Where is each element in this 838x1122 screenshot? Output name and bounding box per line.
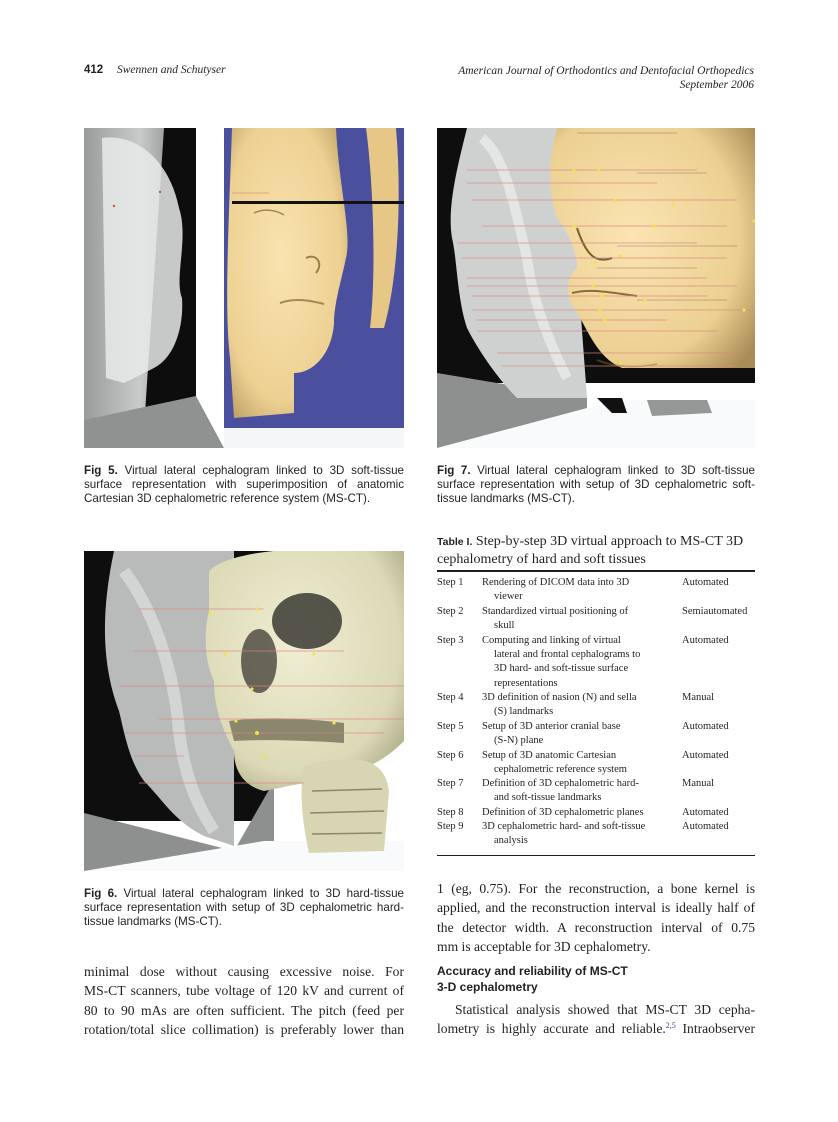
table-cell-step: Step 3 xyxy=(437,635,464,646)
table-cell-step: Step 2 xyxy=(437,606,464,617)
figure-5-caption xyxy=(84,464,404,507)
table-cell-mode: Manual xyxy=(682,778,715,789)
table-cell-step: Step 4 xyxy=(437,692,464,703)
figure-7-image xyxy=(437,128,755,448)
table-cell-step: Step 6 xyxy=(437,750,464,761)
table-cell-description: Rendering of DICOM data into 3D viewer xyxy=(482,577,630,603)
citation-reference[interactable]: 2,5 xyxy=(665,1021,676,1031)
body-line: rotation/total slice collimation) is preferably lower than xyxy=(84,1022,404,1038)
table-1-title xyxy=(437,533,755,568)
body-line: Statistical analysis showed that MS-CT 3D cepha- xyxy=(455,1002,755,1017)
table-bottom-rule xyxy=(437,855,755,856)
figure-7-caption xyxy=(437,464,755,507)
table-cell-mode: Automated xyxy=(682,807,729,818)
table-cell-description: 3D cephalometric hard- and soft-tissue analysis xyxy=(482,821,646,847)
figure-5-label: Fig 5. xyxy=(84,464,118,477)
body-text-right-continuation xyxy=(437,879,755,957)
table-cell-step: Step 1 xyxy=(437,577,464,588)
table-cell-description: Setup of 3D anterior cranial base (S-N) plane xyxy=(482,721,621,747)
figure-6-label: Fig 6. xyxy=(84,887,118,900)
table-cell-step: Step 7 xyxy=(437,778,464,789)
body-line: 80 to 90 mAs are often sufficient. The pitch (feed per xyxy=(84,1002,404,1018)
body-line: MS-CT scanners, tube voltage of 120 kV and current of xyxy=(84,983,404,999)
section-heading xyxy=(437,964,755,995)
page-number: 412 xyxy=(84,64,104,76)
table-cell-description: Definition of 3D cephalometric hard- and soft-tissue landmarks xyxy=(482,778,639,804)
journal-title: American Journal of Orthodontics and Dentofacial Orthopedics xyxy=(458,65,754,77)
table-cell-mode: Manual xyxy=(682,692,715,703)
table-cell-description: Definition of 3D cephalometric planes xyxy=(482,807,644,818)
table-cell-mode: Automated xyxy=(682,635,729,646)
body-text-left xyxy=(84,962,404,1040)
table-cell-mode: Automated xyxy=(682,577,729,588)
table-cell-step: Step 5 xyxy=(437,721,464,732)
table-cell-mode: Semiautomated xyxy=(682,606,748,617)
table-1-label: Table I. xyxy=(437,536,473,548)
figure-5-caption-text: Virtual lateral cephalogram linked to 3D soft-tissue surface representation with superimposition of anatomic Cartesian 3D cephalometric reference system (MS-CT). xyxy=(84,464,404,506)
table-1-title-line-1: Step-by-step 3D virtual approach to MS-CT 3D xyxy=(475,534,744,549)
figure-7-caption-text: Virtual lateral cephalogram linked to 3D soft-tissue surface representation with setup of 3D cephalometric soft-tissue landmarks (MS-CT). xyxy=(437,464,755,506)
body-line: lometry is highly accurate and reliable.$^{2,5}$ Intraobserver xyxy=(437,1021,755,1037)
figure-6-caption-text: Virtual lateral cephalogram linked to 3D hard-tissue surface representation with setup of 3D cephalometric hard-tissue landmarks (MS-CT). xyxy=(84,887,404,929)
table-cell-description: Standardized virtual positioning of skull xyxy=(482,606,629,632)
running-head-authors: Swennen and Schutyser xyxy=(117,64,226,76)
table-cell-mode: Automated xyxy=(682,821,729,832)
table-cell-description: Computing and linking of virtual lateral and frontal cephalograms to 3D hard- and soft-tissue surface representations xyxy=(482,635,641,689)
table-cell-step: Step 8 xyxy=(437,807,464,818)
section-heading-line-1: Accuracy and reliability of MS-CT xyxy=(437,964,628,978)
table-cell-step: Step 9 xyxy=(437,821,464,832)
body-line: the detector width. A reconstruction interval of 0.75 xyxy=(437,919,755,935)
table-cell-description: Setup of 3D anatomic Cartesian cephalometric reference system xyxy=(482,750,627,776)
body-line: applied, and the reconstruction interval is ideally half of xyxy=(437,900,755,916)
figure-7-label: Fig 7. xyxy=(437,464,471,477)
table-cell-mode: Automated xyxy=(682,750,729,761)
table-1-body xyxy=(437,576,755,856)
section-heading-line-2: 3-D cephalometry xyxy=(437,979,538,994)
table-top-rule xyxy=(437,570,755,572)
body-text-right-paragraph xyxy=(437,1000,755,1039)
table-1-title-line-2: cephalometry of hard and soft tissues xyxy=(437,552,646,567)
figure-5-image xyxy=(84,128,404,448)
body-line: mm is acceptable for 3D cephalometry. xyxy=(437,939,651,955)
running-head-journal xyxy=(458,64,754,92)
figure-6-image xyxy=(84,551,404,871)
figure-6-caption xyxy=(84,887,404,930)
body-line: 1 (eg, 0.75). For the reconstruction, a bone kernel is xyxy=(437,881,755,896)
body-line: minimal dose without causing excessive noise. For xyxy=(84,964,404,979)
table-cell-description: 3D definition of nasion (N) and sella (S) landmarks xyxy=(482,692,637,718)
table-cell-mode: Automated xyxy=(682,721,729,732)
issue-date: September 2006 xyxy=(679,79,754,91)
